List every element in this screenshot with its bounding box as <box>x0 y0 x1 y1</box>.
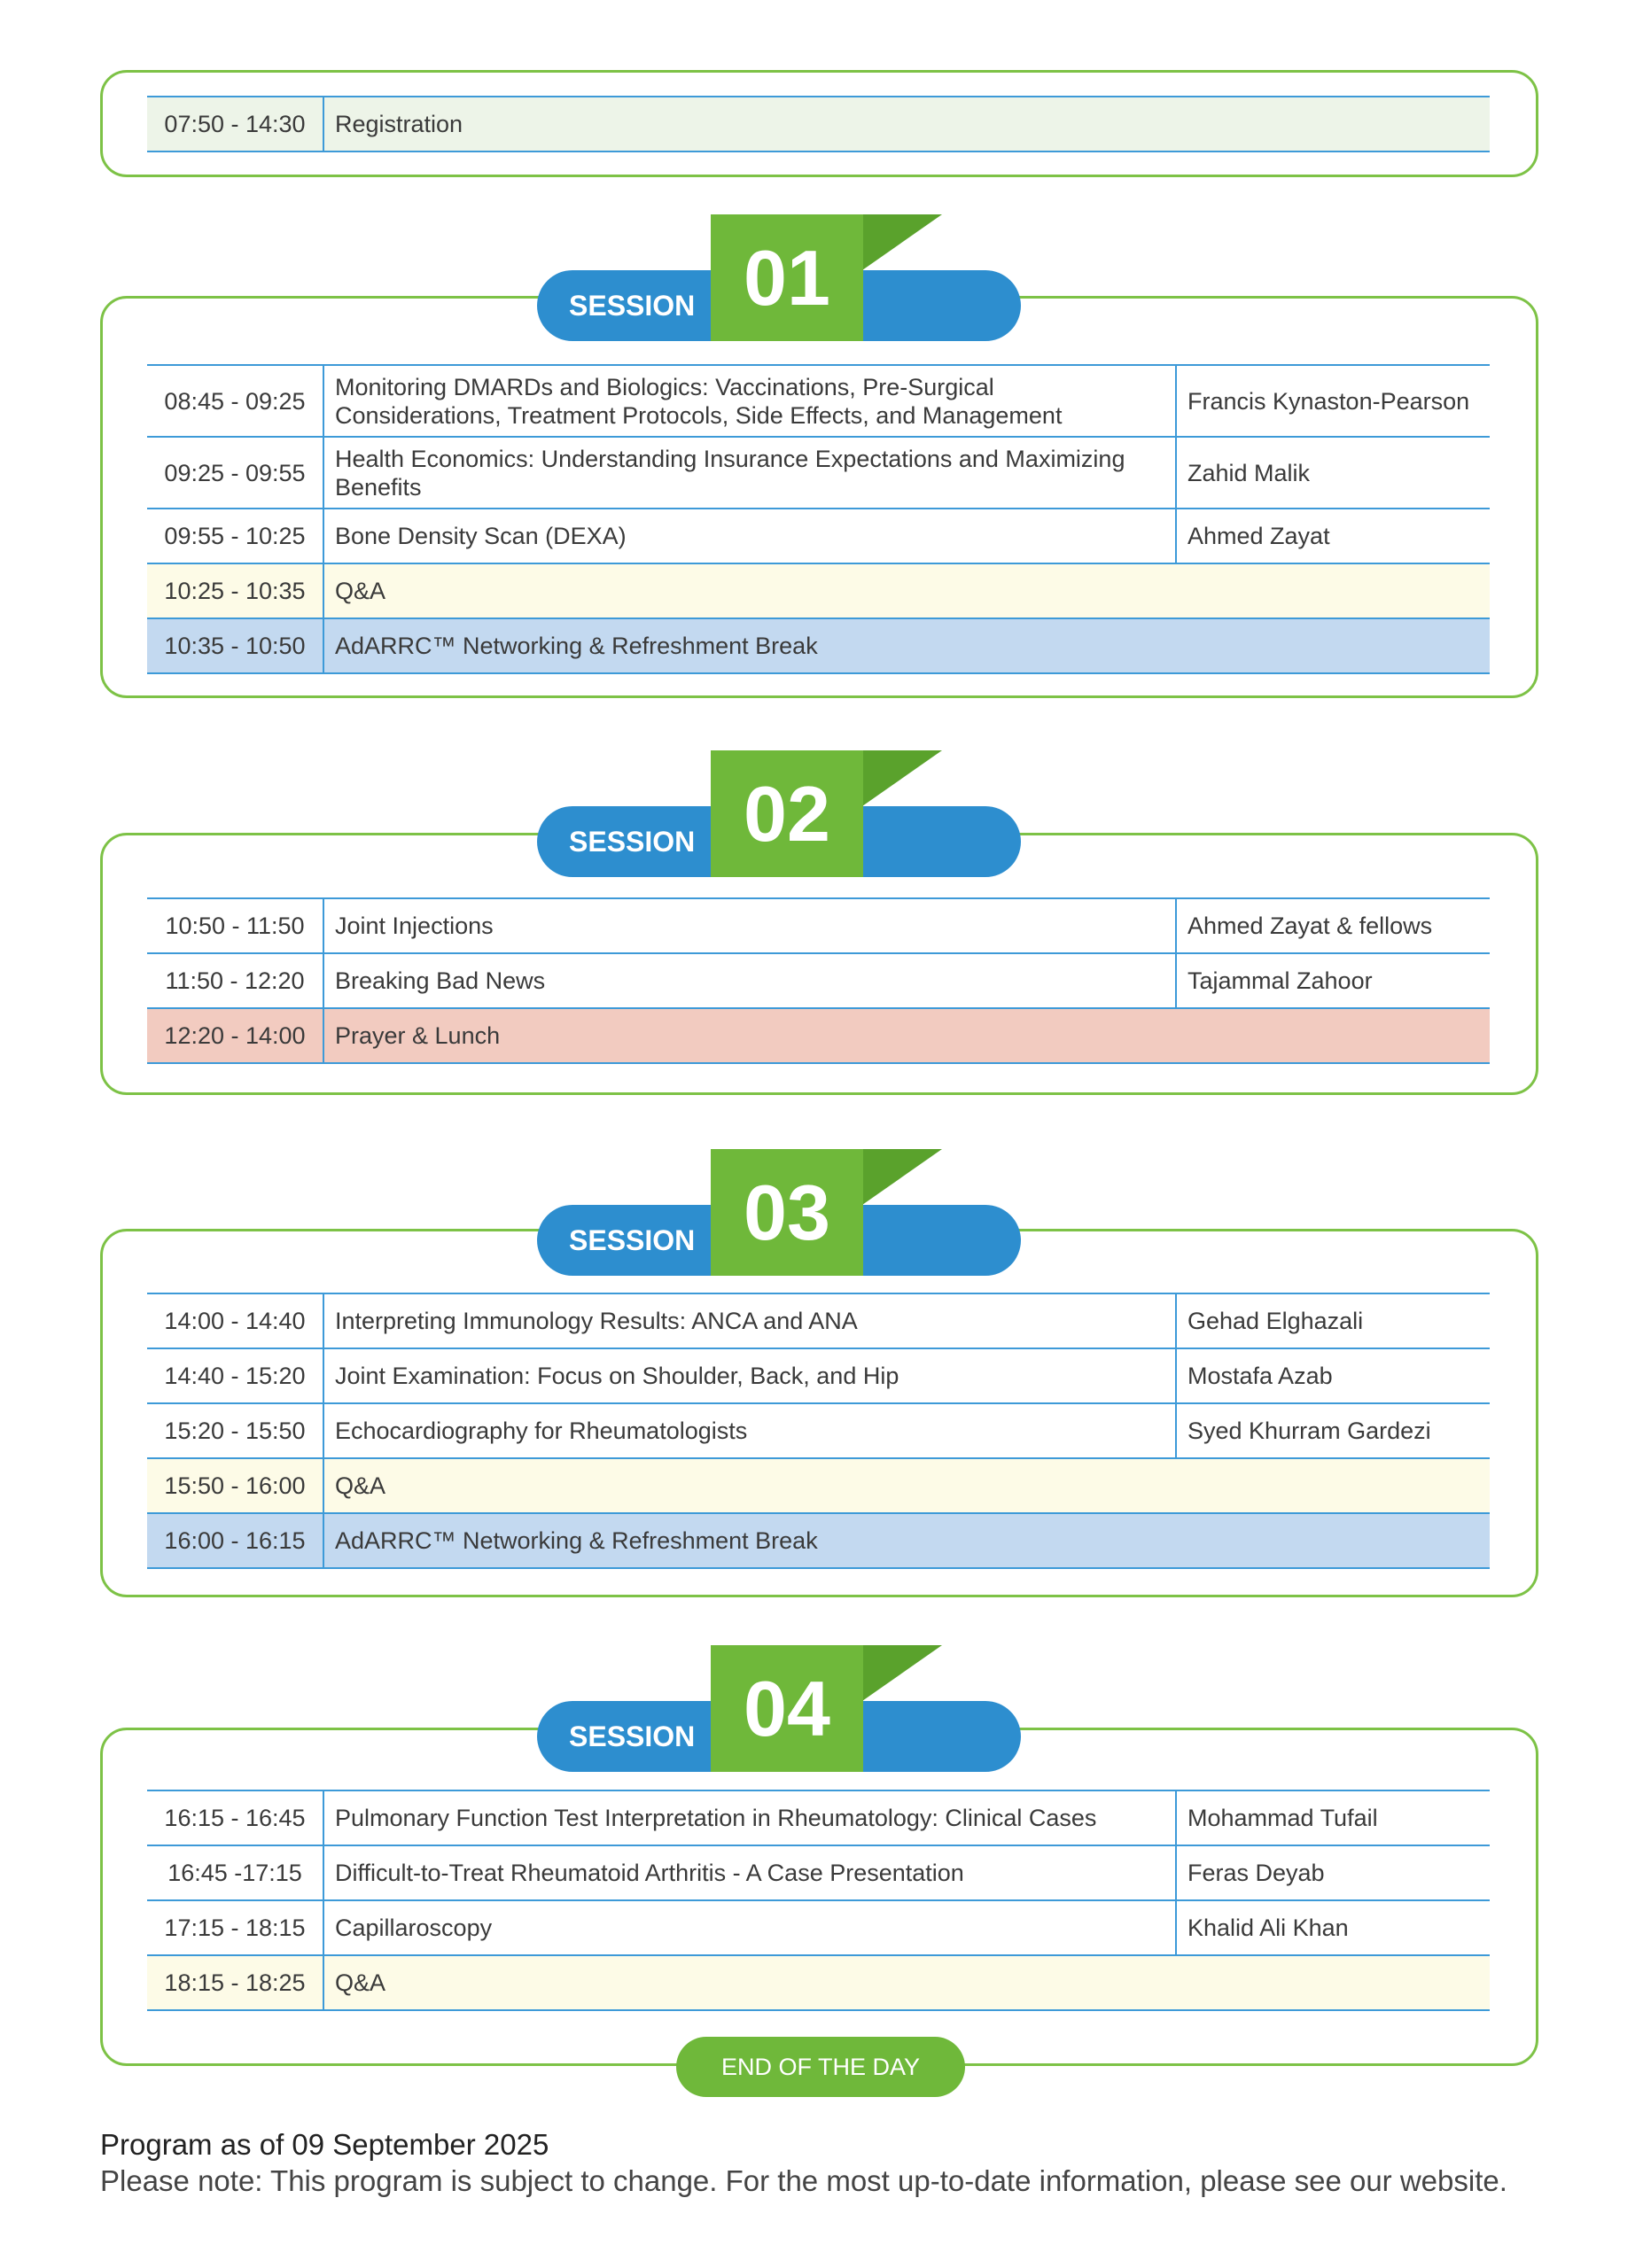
title-cell: Echocardiography for Rheumatologists <box>323 1403 1176 1458</box>
speaker-cell: Mohammad Tufail <box>1176 1790 1490 1845</box>
time-cell: 18:15 - 18:25 <box>147 1955 323 2010</box>
title-cell: Breaking Bad News <box>323 953 1176 1008</box>
table-row <box>147 1403 1490 1458</box>
disclaimer: Please note: This program is subject to change. For the most up-to-date information, please see our website. <box>100 2164 1507 2197</box>
time-cell: 07:50 - 14:30 <box>147 97 323 151</box>
session-number: 02 <box>744 770 830 858</box>
session-04-badge <box>537 1645 1021 1778</box>
session-label: SESSION <box>569 1720 696 1752</box>
session-02-table <box>147 897 1490 1064</box>
speaker-cell: Ahmed Zayat & fellows <box>1176 898 1490 953</box>
table-row <box>147 1845 1490 1900</box>
end-of-day-badge: END OF THE DAY <box>676 2037 965 2097</box>
title-cell: Q&A <box>323 1458 1490 1513</box>
session-03-badge <box>537 1149 1021 1282</box>
table-row <box>147 953 1490 1008</box>
time-cell: 16:45 -17:15 <box>147 1845 323 1900</box>
speaker-cell: Feras Deyab <box>1176 1845 1490 1900</box>
session-04-table <box>147 1790 1490 2011</box>
title-cell: Monitoring DMARDs and Biologics: Vaccinations, Pre-Surgical Considerations, Treatment Protocols, Side Effects, and Management <box>323 365 1176 437</box>
title-cell: Difficult-to-Treat Rheumatoid Arthritis - A Case Presentation <box>323 1845 1176 1900</box>
speaker-cell: Tajammal Zahoor <box>1176 953 1490 1008</box>
table-row <box>147 1293 1490 1348</box>
session-number: 04 <box>744 1665 830 1752</box>
time-cell: 09:25 - 09:55 <box>147 437 323 509</box>
table-row <box>147 1458 1490 1513</box>
table-row <box>147 437 1490 509</box>
title-cell: Joint Examination: Focus on Shoulder, Back, and Hip <box>323 1348 1176 1403</box>
time-cell: 17:15 - 18:15 <box>147 1900 323 1955</box>
table-row <box>147 97 1490 151</box>
title-cell: Bone Density Scan (DEXA) <box>323 509 1176 563</box>
session-label: SESSION <box>569 290 696 322</box>
time-cell: 16:00 - 16:15 <box>147 1513 323 1568</box>
table-row <box>147 1790 1490 1845</box>
title-cell: Capillaroscopy <box>323 1900 1176 1955</box>
table-row <box>147 365 1490 437</box>
table-row <box>147 1008 1490 1063</box>
speaker-cell: Syed Khurram Gardezi <box>1176 1403 1490 1458</box>
time-cell: 10:25 - 10:35 <box>147 563 323 618</box>
speaker-cell: Mostafa Azab <box>1176 1348 1490 1403</box>
time-cell: 12:20 - 14:00 <box>147 1008 323 1063</box>
title-cell: Q&A <box>323 563 1490 618</box>
session-01-badge <box>537 214 1021 347</box>
session-01-table <box>147 364 1490 674</box>
time-cell: 14:40 - 15:20 <box>147 1348 323 1403</box>
title-cell: Prayer & Lunch <box>323 1008 1490 1063</box>
time-cell: 15:20 - 15:50 <box>147 1403 323 1458</box>
speaker-cell: Francis Kynaston-Pearson <box>1176 365 1490 437</box>
program-date: Program as of 09 September 2025 <box>100 2128 549 2161</box>
time-cell: 10:35 - 10:50 <box>147 618 323 673</box>
table-row <box>147 509 1490 563</box>
session-label: SESSION <box>569 1224 696 1256</box>
title-cell: Pulmonary Function Test Interpretation in Rheumatology: Clinical Cases <box>323 1790 1176 1845</box>
title-cell: Q&A <box>323 1955 1490 2010</box>
badge-fold <box>862 214 942 270</box>
time-cell: 11:50 - 12:20 <box>147 953 323 1008</box>
table-row <box>147 1348 1490 1403</box>
time-cell: 10:50 - 11:50 <box>147 898 323 953</box>
session-label: SESSION <box>569 826 696 858</box>
session-number: 01 <box>744 234 830 322</box>
title-cell: Joint Injections <box>323 898 1176 953</box>
title-cell: AdARRC™ Networking & Refreshment Break <box>323 1513 1490 1568</box>
table-row <box>147 1513 1490 1568</box>
table-row <box>147 898 1490 953</box>
table-row <box>147 618 1490 673</box>
title-cell: Interpreting Immunology Results: ANCA and ANA <box>323 1293 1176 1348</box>
session-02-badge <box>537 750 1021 883</box>
speaker-cell: Ahmed Zayat <box>1176 509 1490 563</box>
speaker-cell: Zahid Malik <box>1176 437 1490 509</box>
badge-fold <box>862 1149 942 1205</box>
title-cell: AdARRC™ Networking & Refreshment Break <box>323 618 1490 673</box>
time-cell: 09:55 - 10:25 <box>147 509 323 563</box>
time-cell: 16:15 - 16:45 <box>147 1790 323 1845</box>
time-cell: 08:45 - 09:25 <box>147 365 323 437</box>
session-number: 03 <box>744 1169 830 1256</box>
time-cell: 15:50 - 16:00 <box>147 1458 323 1513</box>
title-cell: Health Economics: Understanding Insurance Expectations and Maximizing Benefits <box>323 437 1176 509</box>
table-row <box>147 1900 1490 1955</box>
title-cell: Registration <box>323 97 1490 151</box>
table-row <box>147 1955 1490 2010</box>
session-03-table <box>147 1293 1490 1569</box>
speaker-cell: Khalid Ali Khan <box>1176 1900 1490 1955</box>
badge-fold <box>862 1645 942 1701</box>
table-row <box>147 563 1490 618</box>
badge-fold <box>862 750 942 806</box>
registration-table <box>147 96 1490 152</box>
time-cell: 14:00 - 14:40 <box>147 1293 323 1348</box>
speaker-cell: Gehad Elghazali <box>1176 1293 1490 1348</box>
